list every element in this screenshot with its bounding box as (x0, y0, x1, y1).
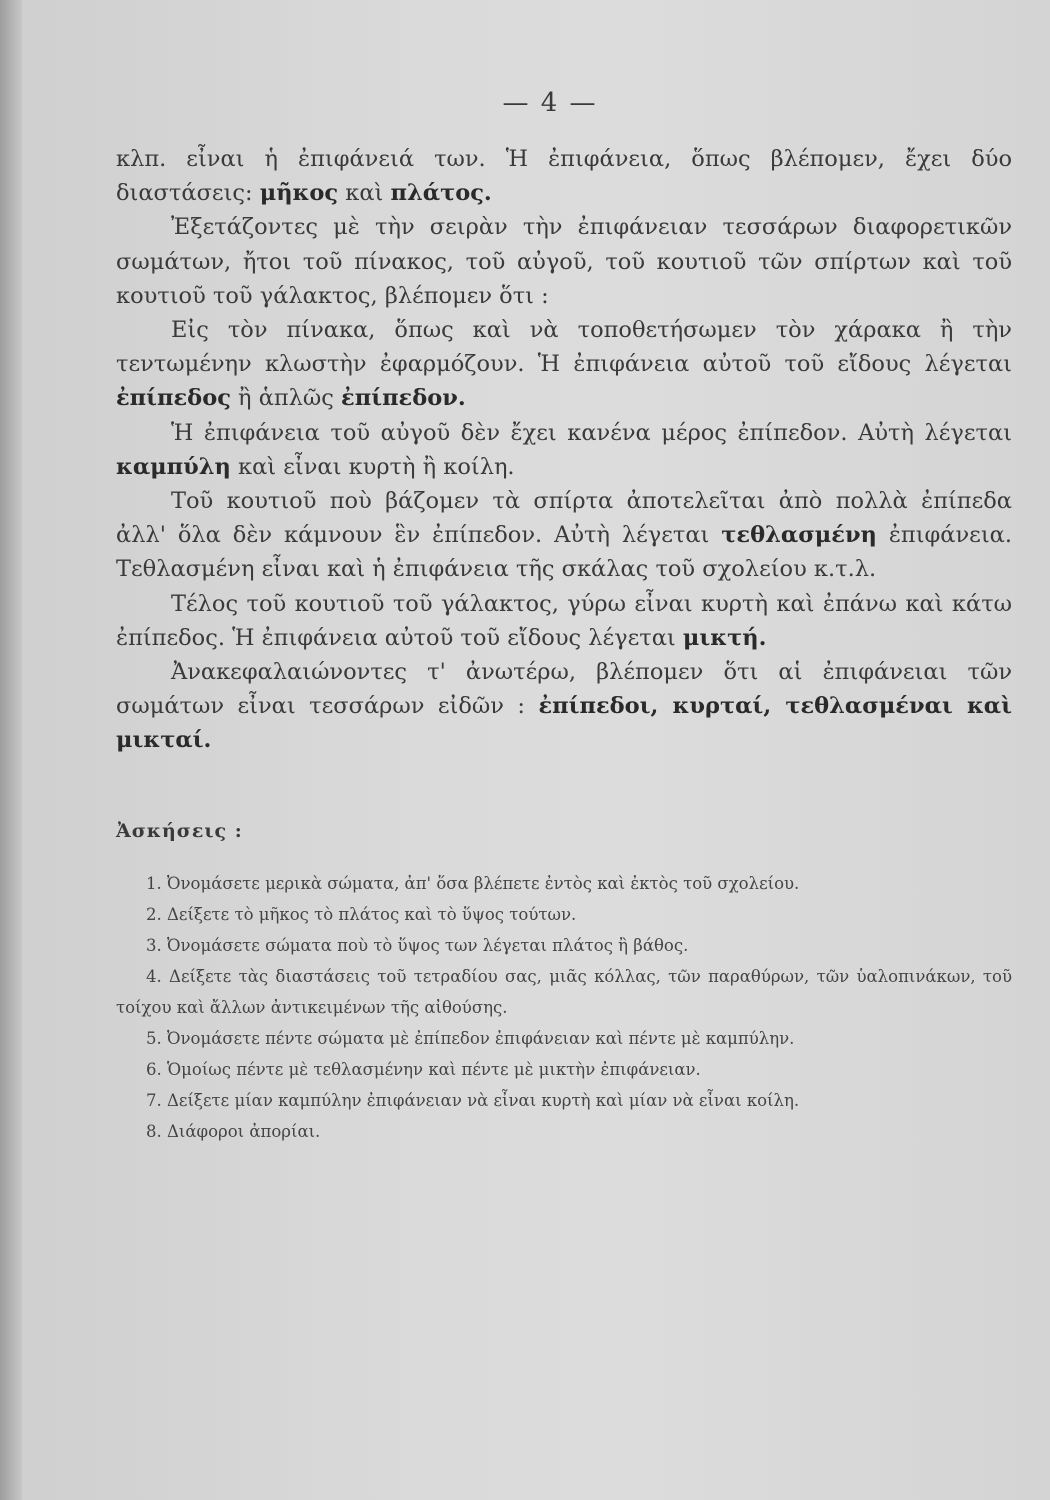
text-run: Εἰς τὸν πίνακα, ὅπως καὶ νὰ τοποθετήσωμεν τὸν χάρακα ἢ τὴν τεντωμένην κλωστὴν ἐφαρμόζουν. Ἡ ἐπιφάνεια αὐτοῦ τοῦ εἴδους λέγεται (116, 317, 1012, 378)
text-run: Ἀνακεφαλαιώνοντες τ' ἀνωτέρω, βλέπομεν ὅτι αἱ ἐπιφάνειαι τῶν σωμάτων εἶναι τεσσάρων εἰδῶν : (116, 659, 1012, 720)
bold-term: ἐπίπεδον. (341, 385, 466, 412)
text-run: Τέλος τοῦ κουτιοῦ τοῦ γάλακτος, γύρω εἶναι κυρτὴ καὶ ἐπάνω καὶ κάτω ἐπίπεδος. Ἡ ἐπιφάνεια αὐτοῦ τοῦ εἴδους λέγεται (116, 590, 1012, 651)
paragraph (116, 587, 1012, 655)
bold-term: πλάτος. (390, 180, 492, 207)
paragraph (116, 416, 1012, 484)
paragraph (116, 313, 1012, 416)
exercise-item: 6. Ὁμοίως πέντε μὲ τεθλασμένην καὶ πέντε μὲ μικτὴν ἐπιφάνειαν. (146, 1060, 701, 1079)
bold-term: τεθλασμένη (721, 522, 877, 549)
text-run: Τοῦ κουτιοῦ ποὺ βάζομεν τὰ σπίρτα ἀποτελεῖται ἀπὸ πολλὰ ἐπίπεδα ἀλλ' ὅλα δὲν κάμνουν ἓν ἐπίπεδον. Αὐτὴ λέγεται (116, 488, 1012, 549)
exercise-item: 2. Δείξετε τὸ μῆκος τὸ πλάτος καὶ τὸ ὕψος τούτων. (146, 905, 577, 924)
bold-term: μῆκος (259, 180, 339, 207)
main-text (116, 142, 1012, 758)
exercise-item: 5. Ὀνομάσετε πέντε σώματα μὲ ἐπίπεδον ἐπιφάνειαν καὶ πέντε μὲ καμπύλην. (146, 1029, 795, 1048)
bold-term: μικτή. (682, 624, 767, 651)
text-run: ἐπιφάνεια. Τεθλασμένη εἶναι καὶ ἡ ἐπιφάνεια τῆς σκάλας τοῦ σχολείου κ.τ.λ. (116, 522, 1012, 583)
text-run: καὶ (338, 180, 391, 207)
bold-term: ἐπίπεδοι, κυρταί, τεθλασμέναι καὶ μικταί. (116, 693, 1013, 754)
exercise-item: 7. Δείξετε μίαν καμπύλην ἐπιφάνειαν νὰ εἶναι κυρτὴ καὶ μίαν νὰ εἶναι κοίλη. (146, 1091, 800, 1110)
page-binding-edge (0, 0, 22, 1500)
text-run: κλπ. εἶναι ἡ ἐπιφάνειά των. Ἡ ἐπιφάνεια, ὅπως βλέπομεν, ἔχει δύο διαστάσεις: (116, 146, 1012, 207)
paragraph (116, 142, 1012, 210)
exercises-list (116, 868, 1012, 1147)
exercise-item: 3. Ὀνομάσετε σώματα ποὺ τὸ ὕψος των λέγεται πλάτος ἢ βάθος. (146, 936, 689, 955)
bold-term: ἐπίπεδος (116, 385, 231, 412)
exercise-item: 8. Διάφοροι ἀπορίαι. (146, 1122, 321, 1141)
paragraph (116, 210, 1012, 313)
exercise-item: 4. Δείξετε τὰς διαστάσεις τοῦ τετραδίου σας, μιᾶς κόλλας, τῶν παραθύρων, τῶν ὑαλοπινάκων, τοῦ τοίχου καὶ ἄλλων ἀντικειμένων τῆς αἰθούσης. (116, 967, 1012, 1017)
text-run: Ἡ ἐπιφάνεια τοῦ αὐγοῦ δὲν ἔχει κανένα μέρος ἐπίπεδον. Αὐτὴ λέγεται (171, 419, 1012, 446)
page-number: — 4 — (502, 88, 598, 118)
paragraph (116, 484, 1012, 587)
exercise-item: 1. Ὀνομάσετε μερικὰ σώματα, ἀπ' ὅσα βλέπετε ἐντὸς καὶ ἐκτὸς τοῦ σχολείου. (146, 874, 800, 893)
text-run: ἢ ἁπλῶς (230, 385, 342, 412)
bold-term: καμπύλη (116, 453, 231, 480)
exercises-heading: Ἀσκήσεις : (116, 820, 243, 842)
text-run: Ἐξετάζοντες μὲ τὴν σειρὰν τὴν ἐπιφάνειαν τεσσάρων διαφορετικῶν σωμάτων, ἤτοι τοῦ πίνακος, τοῦ αὐγοῦ, τοῦ κουτιοῦ τῶν σπίρτων καὶ τοῦ κουτιοῦ τοῦ γάλακτος, βλέπομεν ὅτι : (116, 214, 1012, 309)
paragraph (116, 655, 1012, 758)
text-run: καὶ εἶναι κυρτὴ ἢ κοίλη. (230, 453, 515, 480)
